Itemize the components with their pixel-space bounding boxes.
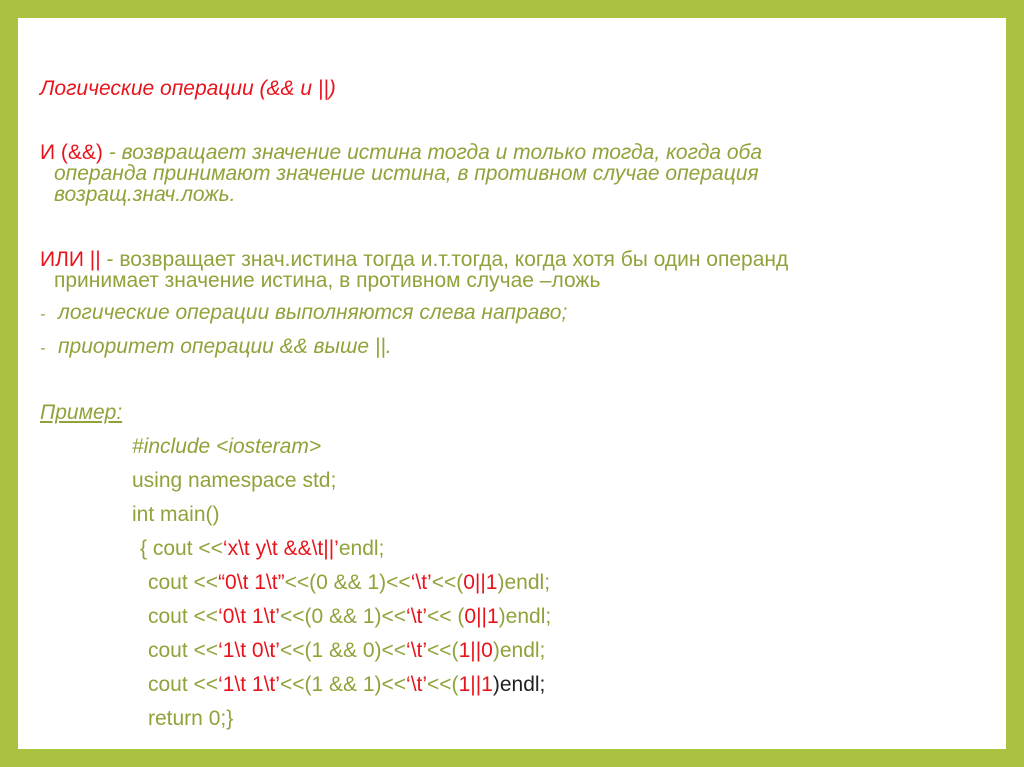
code-token: )endl; xyxy=(498,605,552,628)
bullet-item-1 xyxy=(40,302,567,326)
slide-title: Логические операции (&& и ||) xyxy=(40,77,336,100)
bullet-marker: - xyxy=(40,306,46,323)
code-string: ‘1\t 1\t’ xyxy=(218,673,280,696)
code-token: endl; xyxy=(338,537,385,560)
bullet-marker: - xyxy=(40,340,46,357)
code-string: ‘x\t y\t &&\t||’ xyxy=(222,537,339,560)
code-token: )endl; xyxy=(497,571,551,594)
code-expr: 0||1 xyxy=(464,605,499,628)
code-token: <<(1 && 0)<< xyxy=(279,639,407,662)
code-expr: 1||0 xyxy=(458,639,493,662)
code-token: <<(0 && 1)<< xyxy=(279,605,407,628)
bullet-text-1: логические операции выполняются слева направо; xyxy=(58,301,568,324)
code-token: <<(1 && 1)<< xyxy=(279,673,407,696)
and-description-line-1 xyxy=(40,142,762,164)
code-token: <<( xyxy=(427,639,459,662)
code-string: ‘\t’ xyxy=(406,673,428,696)
code-token: << ( xyxy=(427,605,465,628)
code-expr: 1||1 xyxy=(458,673,493,696)
and-text-1: - возвращает значение истина тогда и только тогда, когда оба xyxy=(102,141,762,164)
or-keyword: ИЛИ || xyxy=(40,248,101,271)
or-text-1: - возвращает знач.истина тогда и.т.тогда, когда хотя бы один операнд xyxy=(100,248,789,271)
code-line-5 xyxy=(148,673,545,697)
slide xyxy=(18,18,1006,749)
code-line-3 xyxy=(148,605,551,629)
and-description-line-2: операнда принимают значение истина, в противном случае операция xyxy=(54,162,759,185)
code-token: cout << xyxy=(148,571,219,594)
code-string: “0\t 1\t” xyxy=(218,571,285,594)
code-using: using namespace std; xyxy=(132,469,337,492)
code-token: <<( xyxy=(427,673,459,696)
code-return: return 0;} xyxy=(148,707,234,730)
code-token: { cout << xyxy=(140,537,223,560)
code-expr: 0||1 xyxy=(463,571,498,594)
bullet-item-2 xyxy=(40,336,392,360)
code-line-1 xyxy=(140,537,384,561)
code-include: #include <iosteram> xyxy=(132,435,322,458)
code-string: ‘1\t 0\t’ xyxy=(218,639,280,662)
and-keyword: И (&&) xyxy=(40,141,103,164)
code-string: ‘0\t 1\t’ xyxy=(218,605,280,628)
code-string: ‘\t’ xyxy=(410,571,432,594)
code-main: int main() xyxy=(132,503,220,526)
code-line-4 xyxy=(148,639,545,663)
code-token: cout << xyxy=(148,673,219,696)
code-token: )endl; xyxy=(492,673,546,696)
example-label: Пример: xyxy=(40,401,123,424)
code-token: )endl; xyxy=(492,639,546,662)
code-string: ‘\t’ xyxy=(406,605,428,628)
code-string: ‘\t’ xyxy=(406,639,428,662)
or-description-line-2: принимает значение истина, в противном случае –ложь xyxy=(54,269,601,292)
and-description-line-3: возращ.знач.ложь. xyxy=(54,183,236,206)
code-token: <<( xyxy=(431,571,464,594)
code-token: cout << xyxy=(148,639,219,662)
code-token: cout << xyxy=(148,605,219,628)
code-line-2 xyxy=(148,571,550,595)
bullet-text-2: приоритет операции && выше ||. xyxy=(58,335,392,358)
or-description-line-1 xyxy=(40,249,788,271)
code-token: <<(0 && 1)<< xyxy=(284,571,411,594)
